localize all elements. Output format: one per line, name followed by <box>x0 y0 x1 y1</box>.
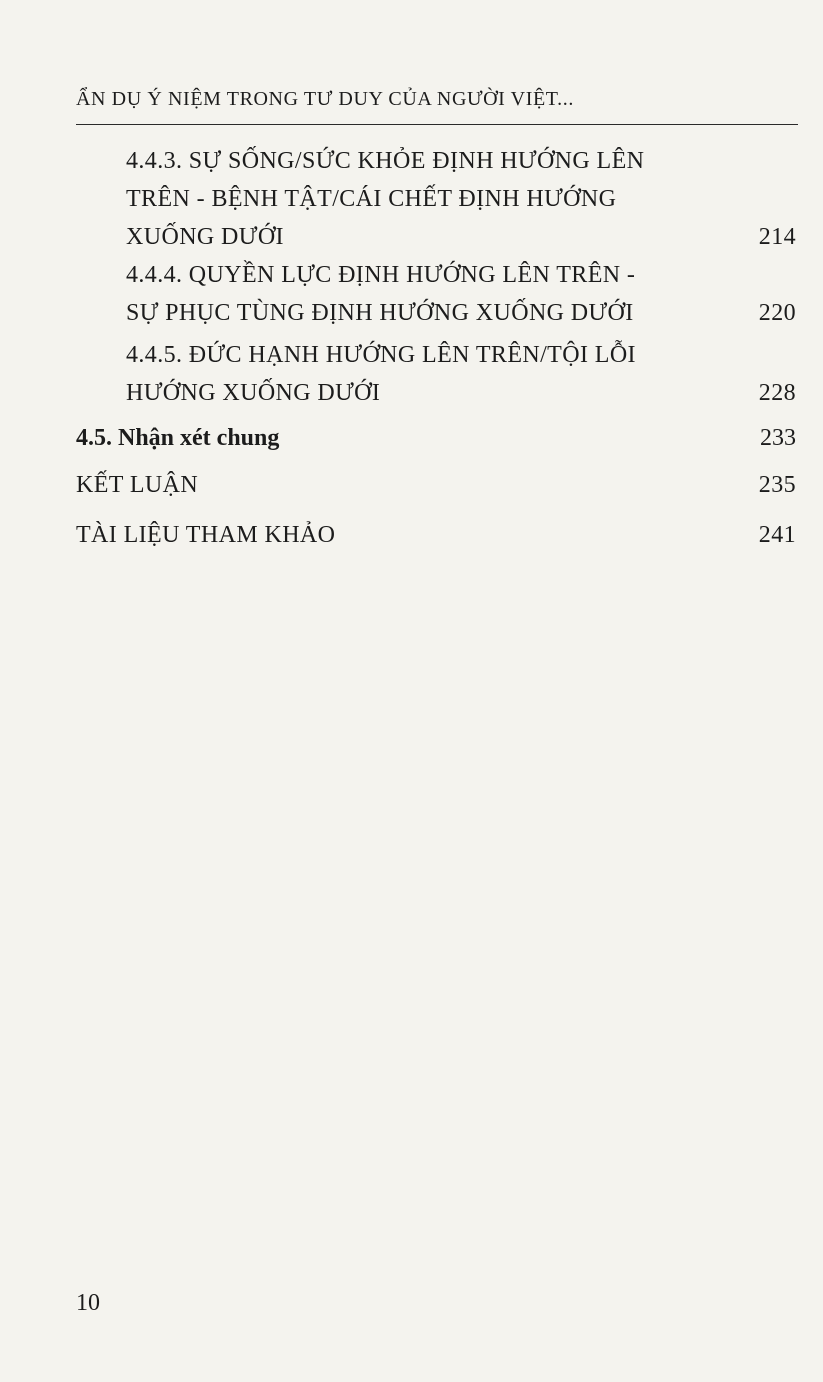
toc-page-number: 220 <box>758 300 796 326</box>
running-head: ẨN DỤ Ý NIỆM TRONG TƯ DUY CỦA NGƯỜI VIỆT... <box>76 88 574 110</box>
toc-entry-ket-luan[interactable] <box>76 466 796 504</box>
toc-page-number: 228 <box>758 380 796 406</box>
toc-entry-line: 4.5. Nhận xét chung <box>76 425 280 451</box>
toc-entry-line: TÀI LIỆU THAM KHẢO <box>76 522 336 548</box>
toc-entry-line: XUỐNG DƯỚI <box>126 224 284 250</box>
toc-page-number: 214 <box>758 224 796 250</box>
header-rule <box>76 124 798 125</box>
toc-entry-title <box>126 142 644 256</box>
toc-entry-4-4-4[interactable] <box>76 256 796 332</box>
toc-page-number: 241 <box>758 522 796 548</box>
toc-entry-4-5[interactable] <box>76 419 796 457</box>
toc-entry-line: TRÊN - BỆNH TẬT/CÁI CHẾT ĐỊNH HƯỚNG <box>126 186 617 212</box>
toc-entry-title <box>126 336 636 412</box>
toc-entry-line: 4.4.4. QUYỀN LỰC ĐỊNH HƯỚNG LÊN TRÊN - <box>126 262 636 288</box>
toc-entry-line: 4.4.5. ĐỨC HẠNH HƯỚNG LÊN TRÊN/TỘI LỖI <box>126 342 636 368</box>
toc-entry-title <box>76 466 198 504</box>
toc-entry-title <box>76 419 279 457</box>
toc-page-number: 235 <box>758 472 796 498</box>
toc-entry-line: HƯỚNG XUỐNG DƯỚI <box>126 380 381 406</box>
page-number: 10 <box>76 1290 100 1316</box>
toc-entry-line: SỰ PHỤC TÙNG ĐỊNH HƯỚNG XUỐNG DƯỚI <box>126 300 634 326</box>
toc-entry-title <box>76 516 335 554</box>
toc-entry-line: 4.4.3. SỰ SỐNG/SỨC KHỎE ĐỊNH HƯỚNG LÊN <box>126 148 645 174</box>
toc-entry-4-4-3[interactable] <box>76 142 796 256</box>
toc-entry-tai-lieu-tham-khao[interactable] <box>76 516 796 554</box>
toc-entry-line: KẾT LUẬN <box>76 472 199 498</box>
toc-page-number: 233 <box>760 425 796 451</box>
toc-entry-4-4-5[interactable] <box>76 336 796 412</box>
toc-entry-title <box>126 256 635 332</box>
